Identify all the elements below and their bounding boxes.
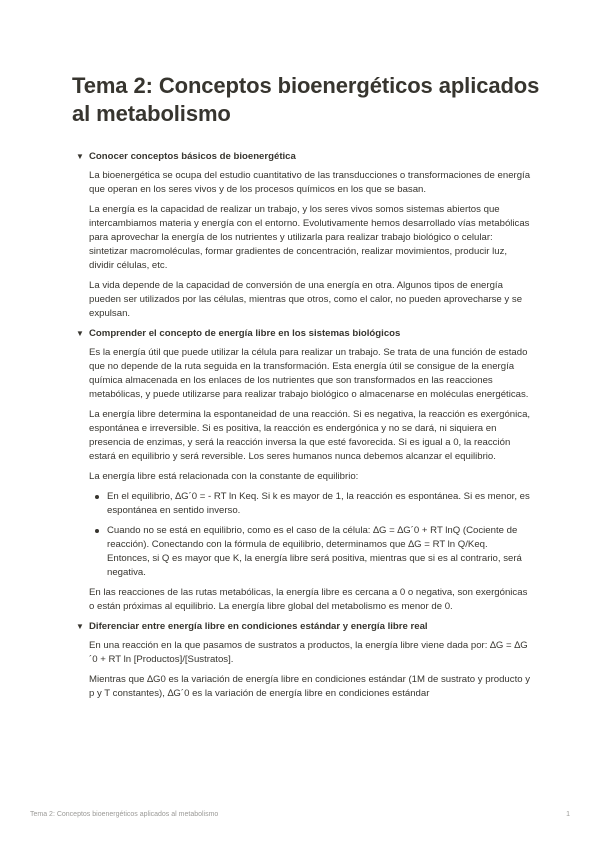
section-heading: Conocer conceptos básicos de bioenergética [89, 151, 296, 162]
toggle-body [76, 346, 532, 614]
list-item-text: En el equilibrio, ∆G´0 = - RT ln Keq. Si k es mayor de 1, la reacción es espontánea. Si es menor, es espontánea en sentido inverso. [107, 491, 530, 516]
toggle-triangle-icon[interactable]: ▼ [76, 622, 84, 631]
paragraph: La energía libre determina la espontaneidad de una reacción. Si es negativa, la reacción es exergónica, espontánea e irreversible. Si es positiva, la reacción es endergónica y no se dará, ni siquiera en presencia de enzimas, y será la reacción inversa la que esté favorecida. Si es igual a 0, la reacción estará en equilibrio y será reversible. Los seres humanos nunca debemos alcanzar el equilibrio. [89, 409, 531, 462]
paragraph: En las reacciones de las rutas metabólicas, la energía libre es cercana a 0 o negativa, son exergónicas o están próximas al equilibrio. La energía libre global del metabolismo es menor de 0. [89, 587, 528, 612]
toggle-section-3 [76, 620, 532, 701]
toggle-heading[interactable] [76, 620, 532, 633]
footer-title: Tema 2: Conceptos bioenergéticos aplicados al metabolismo [30, 811, 219, 818]
paragraph: Mientras que ∆G0 es la variación de energía libre en condiciones estándar (1M de sustrato y producto y p y T constantes), ∆G´0 es la variación de energía libre en condiciones estándar [89, 674, 531, 699]
bullet-list [89, 490, 532, 580]
paragraph: La vida depende de la capacidad de conversión de una energía en otra. Algunos tipos de energía pueden ser utilizados por las células, mientras que otros, como el calor, no pueden aprovecharse y se expulsan. [89, 280, 523, 319]
bullet-dot-icon [95, 529, 99, 533]
paragraph: Es la energía útil que puede utilizar la célula para realizar un trabajo. Se trata de una función de estado que no depende de la ruta seguida en la transformación. Esta energía útil se consigue de la energía química almacenada en los enlaces de los nutrientes que son transformados en las reacciones metabólicas, y puede utilizarse para realizar trabajo biológico o almacenarse en moléculas energéticas. [89, 347, 529, 400]
section-heading: Diferenciar entre energía libre en condiciones estándar y energía libre real [89, 621, 428, 632]
content [76, 150, 532, 707]
toggle-body [76, 169, 532, 321]
page-title: Tema 2: Conceptos bioenergéticos aplicados al metabolismo [72, 73, 540, 126]
toggle-body [76, 639, 532, 701]
page-number: 1 [566, 811, 570, 818]
paragraph: La energía es la capacidad de realizar un trabajo, y los seres vivos somos sistemas abiertos que intercambiamos materia y energía con el entorno. Evolutivamente hemos desarrollado vías metabólicas para aprovechar la energía de los nutrientes y utilizarla para realizar trabajo biológico o celular: sintetizar macromoléculas, formar gradientes de concentración, realizar movimientos, producir luz, dividir células, etc. [89, 204, 530, 271]
paragraph: En una reacción en la que pasamos de sustratos a productos, la energía libre viene dada por: ∆G = ∆G´0 + RT ln [Productos]/[Sustratos]. [89, 640, 528, 665]
page-footer [30, 810, 570, 820]
toggle-section-2 [76, 327, 532, 614]
toggle-triangle-icon[interactable]: ▼ [76, 329, 84, 338]
list-item-text: Cuando no se está en equilibrio, como es el caso de la célula: ∆G = ∆G´0 + RT lnQ (Cociente de reacción). Conectando con la fórmula de equilibrio, determinamos que ∆G = RT ln Q/Keq. Entonces, si Q es mayor que K, la energía libre será positiva, mientras que si es al contrario, será negativa. [107, 525, 522, 578]
toggle-triangle-icon[interactable]: ▼ [76, 152, 84, 161]
list-item [107, 490, 532, 518]
toggle-heading[interactable] [76, 150, 532, 163]
toggle-section-1 [76, 150, 532, 321]
section-heading: Comprender el concepto de energía libre en los sistemas biológicos [89, 328, 401, 339]
paragraph: La bioenergética se ocupa del estudio cuantitativo de las transducciones o transformaciones de energía que operan en los seres vivos y de los procesos químicos en los que se basan. [89, 170, 531, 195]
paragraph: La energía libre está relacionada con la constante de equilibrio: [89, 471, 359, 482]
list-item [107, 524, 532, 580]
toggle-heading[interactable] [76, 327, 532, 340]
bullet-dot-icon [95, 495, 99, 499]
